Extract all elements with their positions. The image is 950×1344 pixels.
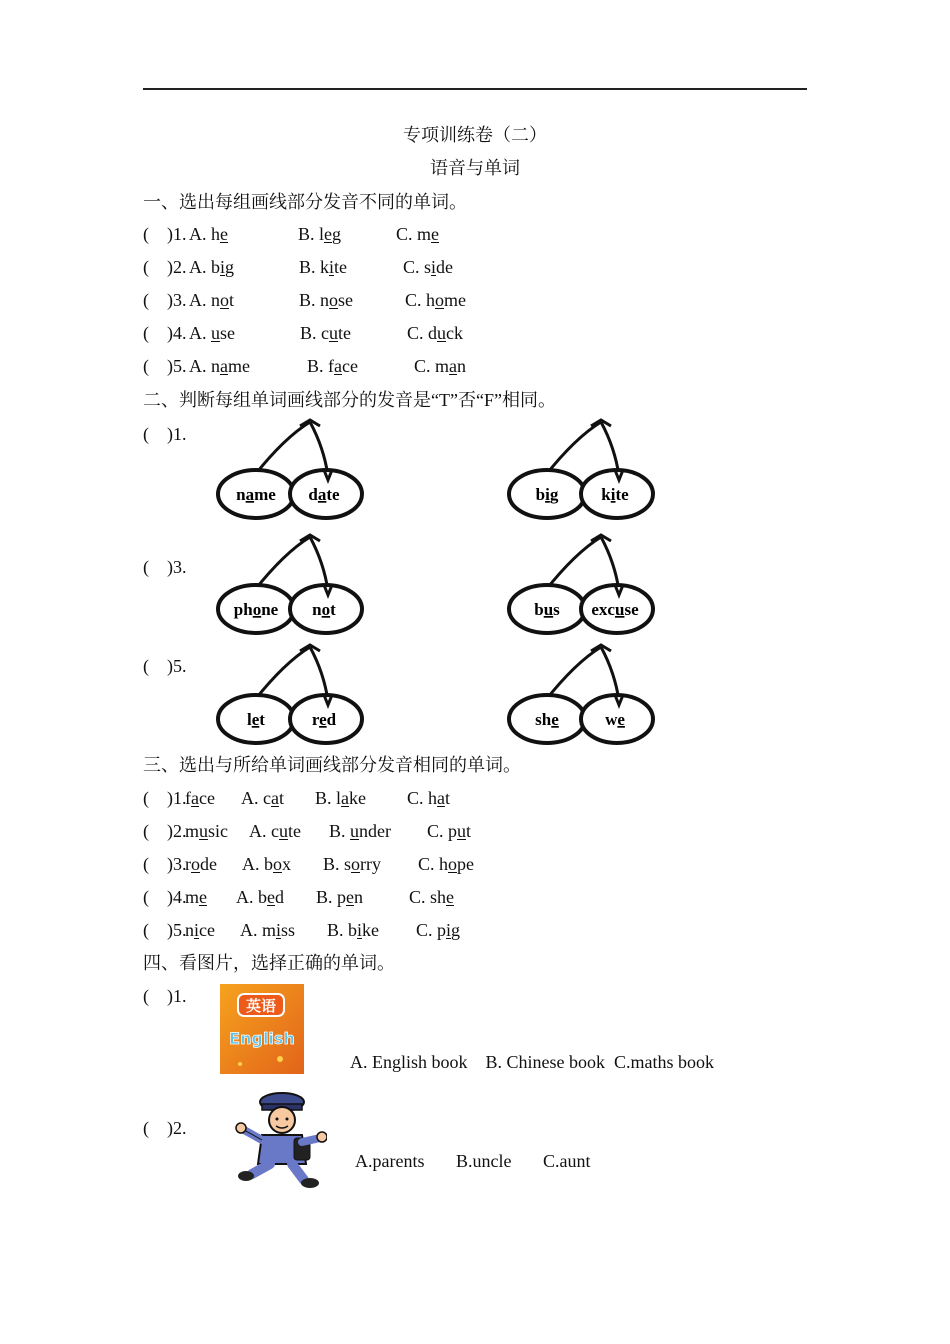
given-word: rode (185, 854, 217, 874)
option-c: C. home (405, 290, 467, 310)
cherry-word-left: name (236, 485, 276, 504)
cherry-word-left: let (247, 710, 265, 729)
section2-heading: 二、判断每组单词画线部分的发音是“T”否“F”相同。 (143, 390, 556, 410)
question-number: ( )1. (143, 788, 187, 808)
postman-image (232, 1090, 327, 1190)
option-c: C. duck (407, 323, 464, 343)
cherry-word-right: red (311, 710, 337, 729)
option-b: B. face (307, 356, 358, 376)
option-c: C. man (414, 356, 467, 376)
option-b: B. nose (299, 290, 354, 310)
cherry-word-right: not (312, 600, 336, 619)
question-number: ( )4. (143, 887, 187, 907)
option-c: C. put (427, 821, 472, 841)
option-a: A. not (189, 290, 235, 310)
option-a: A. bed (236, 887, 284, 907)
question-number: ( )2. (143, 821, 187, 841)
question-number: ( )5. (143, 920, 187, 940)
question-number: ( )3. (143, 854, 187, 874)
option-a: A. box (242, 854, 291, 874)
option-c: C. pig (416, 920, 461, 940)
option-a: A. big (189, 257, 235, 277)
cherry-pair-left (214, 533, 374, 641)
header-rule (143, 88, 807, 90)
english-textbook-image (220, 984, 304, 1074)
cherry-word-right: we (605, 710, 625, 729)
cherry-word-right: date (308, 485, 340, 504)
option-b: B. sorry (323, 854, 382, 874)
cherry-pair-left (214, 418, 374, 526)
section1-heading: 一、选出每组画线部分发音不同的单词。 (143, 192, 467, 212)
section2-question-number: ( )3. (143, 557, 187, 577)
question-number: ( )2. (143, 257, 187, 277)
option-b: B. lake (315, 788, 367, 808)
cherry-word-left: bus (534, 600, 560, 619)
given-word: me (185, 887, 208, 907)
cherry-pair-left (214, 643, 374, 751)
given-word: face (185, 788, 215, 808)
option-b: B. cute (300, 323, 351, 343)
section4-item-2-options: A.parents B.uncle C.aunt (355, 1151, 591, 1171)
book-title-en: English (229, 1029, 295, 1048)
section2-question-number: ( )1. (143, 424, 187, 444)
book-title-cn: 英语 (245, 997, 277, 1015)
option-c: C. side (403, 257, 454, 277)
page-title: 专项训练卷（二） (403, 125, 547, 145)
question-number: ( )4. (143, 323, 187, 343)
cherry-word-right: kite (601, 485, 629, 504)
option-b: B. pen (316, 887, 364, 907)
cherry-word-right: excuse (591, 600, 639, 619)
option-a: A. cat (241, 788, 285, 808)
option-a: A. name (189, 356, 250, 376)
cherry-pair-right (505, 418, 665, 526)
question-number: ( )5. (143, 356, 187, 376)
option-c: C. hope (418, 854, 475, 874)
question-number: ( )3. (143, 290, 187, 310)
option-a: A. miss (240, 920, 296, 940)
cherry-pair-right (505, 643, 665, 751)
given-word: nice (185, 920, 215, 940)
cherry-word-left: she (535, 710, 559, 729)
given-word: music (185, 821, 229, 841)
cherry-word-left: phone (233, 600, 279, 619)
page-subtitle: 语音与单词 (430, 158, 520, 178)
option-b: B. bike (327, 920, 380, 940)
option-b: B. leg (298, 224, 342, 244)
cherry-pair-right (505, 533, 665, 641)
section2-question-number: ( )5. (143, 656, 187, 676)
section4-item-2-number: ( )2. (143, 1118, 187, 1138)
option-b: B. kite (299, 257, 348, 277)
section4-heading: 四、看图片，选择正确的单词。 (143, 953, 395, 973)
option-c: C. she (409, 887, 455, 907)
option-a: A. he (189, 224, 228, 244)
option-a: A. use (189, 323, 235, 343)
cherry-word-left: big (535, 485, 559, 504)
section3-heading: 三、选出与所给单词画线部分发音相同的单词。 (143, 755, 521, 775)
section4-item-1-options: A. English book B. Chinese book C.maths book (350, 1052, 714, 1072)
option-b: B. under (329, 821, 391, 841)
option-c: C. me (396, 224, 440, 244)
option-c: C. hat (407, 788, 451, 808)
option-a: A. cute (249, 821, 301, 841)
section4-item-1-number: ( )1. (143, 986, 187, 1006)
question-number: ( )1. (143, 224, 187, 244)
